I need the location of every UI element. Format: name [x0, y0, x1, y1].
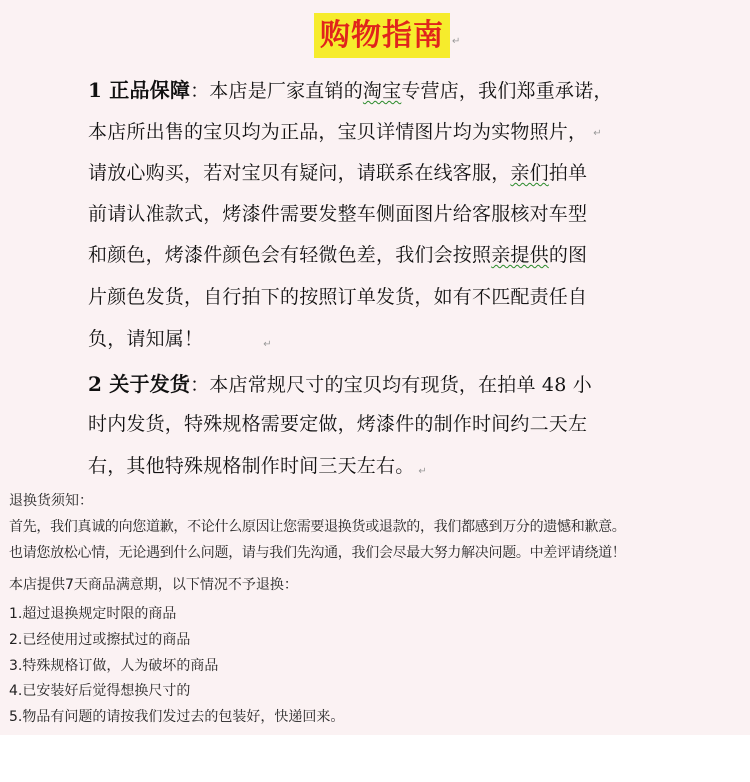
- page-title: 购物指南: [320, 18, 444, 53]
- notice-intro-line-2: 也请您放松心情，无论遇到什么问题，请与我们先沟通，我们会尽最大努力解决问题。中差评请绕道！: [9, 545, 626, 561]
- paragraph-mark: ↵: [263, 339, 272, 350]
- section2-line-2: [88, 409, 587, 436]
- notice-item: 4.已安装好后觉得想换尺寸的: [9, 683, 191, 699]
- text-run: ：本店是厂家直销的: [190, 80, 363, 102]
- notice-title: 退换货须知：: [9, 493, 93, 509]
- text-run-underlined: 亲提供: [491, 244, 549, 266]
- text-run-underlined: 淘宝: [362, 80, 402, 102]
- section1-line-7: [88, 324, 272, 351]
- section1-line-6: [88, 282, 587, 309]
- text-run: 前请认准款式，烤漆件需要发整车侧面图片给客服核对车型: [88, 203, 588, 225]
- section2-line-1: [88, 368, 592, 397]
- notice-item: 1.超过退换规定时限的商品: [9, 606, 177, 622]
- notice-item: 5.物品有问题的请按我们发过去的包装好，快递回来。: [9, 709, 345, 725]
- text-run: 片颜色发货，自行拍下的按照订单发货，如有不匹配责任自: [88, 286, 588, 308]
- text-run: 右，其他特殊规格制作时间三天左右。: [88, 455, 415, 477]
- paragraph-mark: ↵: [418, 466, 427, 477]
- section1-line-5: [88, 240, 587, 267]
- text-run: 的图: [548, 244, 588, 266]
- notice-policy: 本店提供7天商品满意期，以下情况不予退换：: [9, 577, 298, 593]
- text-run: 本店所出售的宝贝均为正品，宝贝详情图片均为实物照片，: [88, 121, 588, 143]
- notice-item: 3.特殊规格订做，人为破坏的商品: [9, 658, 219, 674]
- section1-line-4: [88, 199, 587, 226]
- text-run: 时内发货，特殊规格需要定做，烤漆件的制作时间约二天左: [88, 413, 588, 435]
- return-notice-panel: [0, 480, 750, 735]
- text-run: ：本店常规尺寸的宝贝均有现货，在拍单 48 小: [190, 374, 592, 396]
- section1-line-3: [88, 158, 587, 185]
- notice-intro-line-1: 首先，我们真诚的向您道歉，不论什么原因让您需要退换货或退款的，我们都感到万分的遗憾和歉意。: [9, 519, 626, 535]
- text-run: 负，请知属！: [88, 328, 204, 350]
- text-run-underlined: 亲们: [510, 162, 549, 184]
- section2-line-3: [88, 451, 427, 478]
- text-run: 拍单: [548, 162, 588, 184]
- section1-heading: 1 正品保障: [88, 78, 191, 102]
- section1-line-1: [88, 74, 613, 103]
- title-highlight: [314, 13, 450, 58]
- text-run: 和颜色，烤漆件颜色会有轻微色差，我们会按照: [88, 244, 492, 266]
- text-run: 请放心购买，若对宝贝有疑问，请联系在线客服，: [88, 162, 511, 184]
- section1-line-2: [88, 117, 602, 144]
- text-run: 专营店，我们郑重承诺，: [401, 80, 613, 102]
- section2-heading: 2 关于发货: [88, 372, 191, 396]
- paragraph-mark: ↵: [593, 128, 602, 139]
- paragraph-mark: ↵: [452, 36, 461, 47]
- notice-item: 2.已经使用过或擦拭过的商品: [9, 632, 191, 648]
